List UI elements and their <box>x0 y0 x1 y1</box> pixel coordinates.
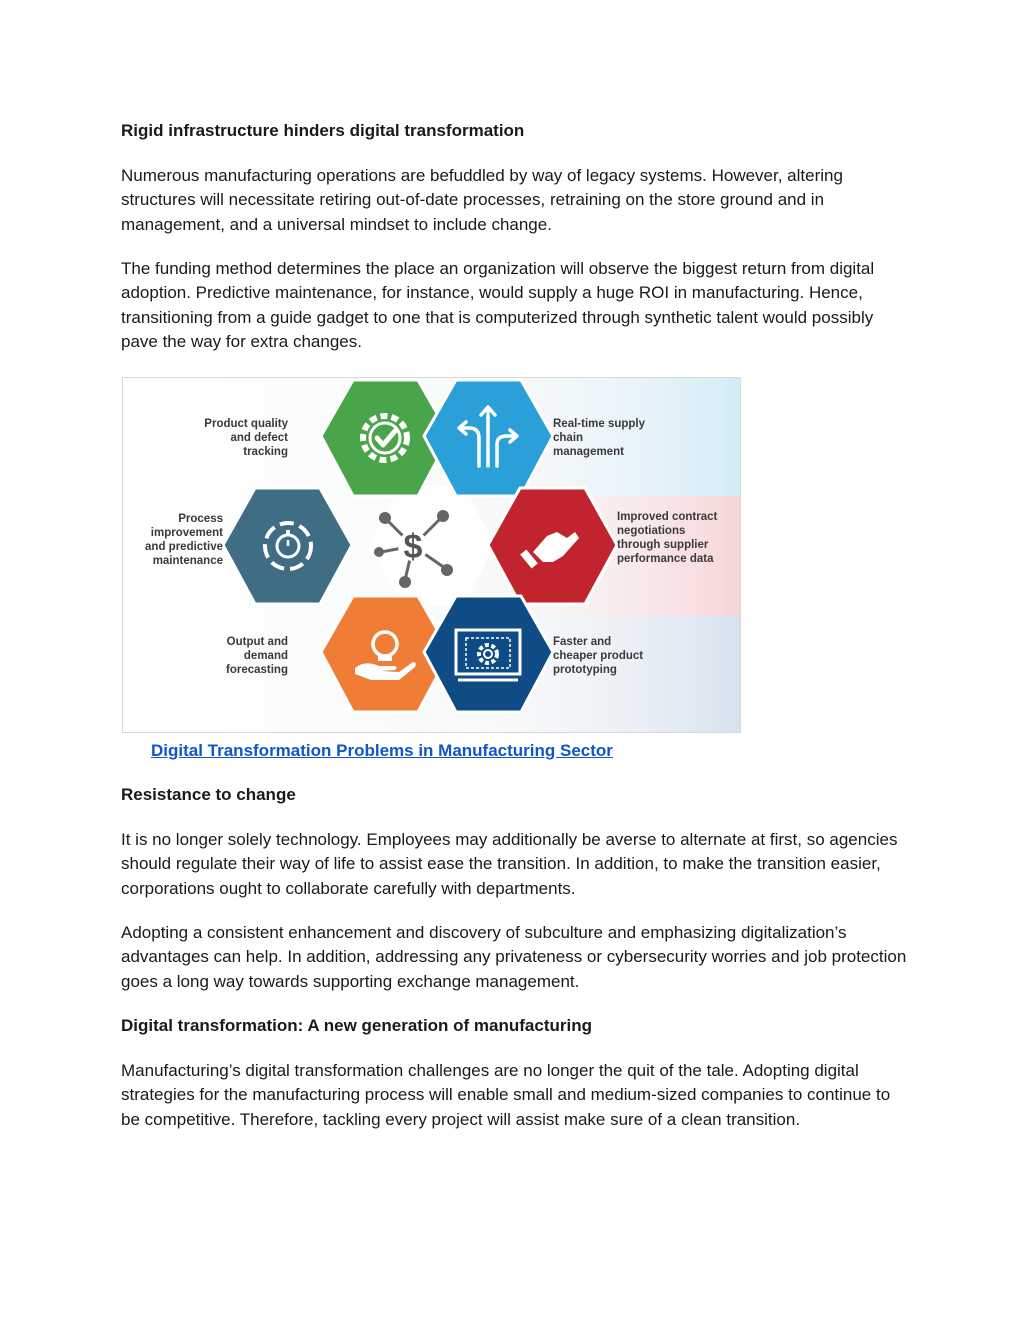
paragraph-manufacturing-challenges: Manufacturing’s digital transformation challenges are no longer the quit of the tale. Adopting digital strategies for the manufacturing process will enable small and medium-sized companies to continue to be competitive. Therefore, tackling every project will assist make sure of a clean transition. <box>121 1061 891 1129</box>
label-line: prototyping <box>553 664 617 676</box>
label-line: cheaper product <box>553 650 644 662</box>
label-line: Process <box>178 513 223 525</box>
paragraph-not-technology: It is no longer solely technology. Employees may additionally be averse to alternate at first, so agencies should regulate their way of life to assist ease the transition. In addition, to make the transition easier, corporations ought to collaborate carefully with departments. <box>121 830 898 898</box>
section-heading-resistance: Resistance to change <box>121 785 296 804</box>
label-line: Product quality <box>204 418 288 430</box>
label-line: management <box>553 446 624 458</box>
section-heading-new-generation: Digital transformation: A new generation of manufacturing <box>121 1016 592 1035</box>
label-line: improvement <box>150 527 223 539</box>
label-line: and predictive <box>145 541 223 553</box>
label-line: Improved contract <box>617 511 718 523</box>
label-line: negotiations <box>617 525 686 537</box>
label-line: chain <box>553 432 584 444</box>
label-line: tracking <box>243 446 288 458</box>
paragraph-funding-method: The funding method determines the place an organization will observe the biggest return from digital adoption. Predictive maintenance, for instance, would supply a huge ROI in manufacturing. Hence, transitioning from a guide gadget to one that is computerized through synthetic talent would possibly pave the way for extra changes. <box>121 259 875 351</box>
section-heading-infrastructure: Rigid infrastructure hinders digital transformation <box>121 121 525 140</box>
svg-text:$: $ <box>403 528 423 566</box>
label-line: maintenance <box>152 555 223 567</box>
label-line: Output and <box>226 636 288 648</box>
label-line: performance data <box>617 553 714 565</box>
paragraph-legacy-systems: Numerous manufacturing operations are befuddled by way of legacy systems. However, altering structures will necessitate retiring out-of-date processes, retraining on the store ground and in management, and a universal mindset to include change. <box>121 166 843 234</box>
label-line: demand <box>243 650 288 662</box>
digital-transformation-infographic <box>122 377 741 733</box>
paragraph-adopting-enhancement: Adopting a consistent enhancement and discovery of subculture and emphasizing digitalization’s advantages can help. In addition, addressing any privateness or cybersecurity worries and job protection goes a long way towards supporting exchange management. <box>121 923 907 991</box>
figure-caption-link[interactable]: Digital Transformation Problems in Manufacturing Sector <box>151 741 613 760</box>
label-line: through supplier <box>617 539 709 551</box>
label-line: Real-time supply <box>553 418 646 430</box>
label-line: and defect <box>230 432 288 444</box>
label-line: forecasting <box>226 664 288 676</box>
label-line: Faster and <box>553 636 612 648</box>
